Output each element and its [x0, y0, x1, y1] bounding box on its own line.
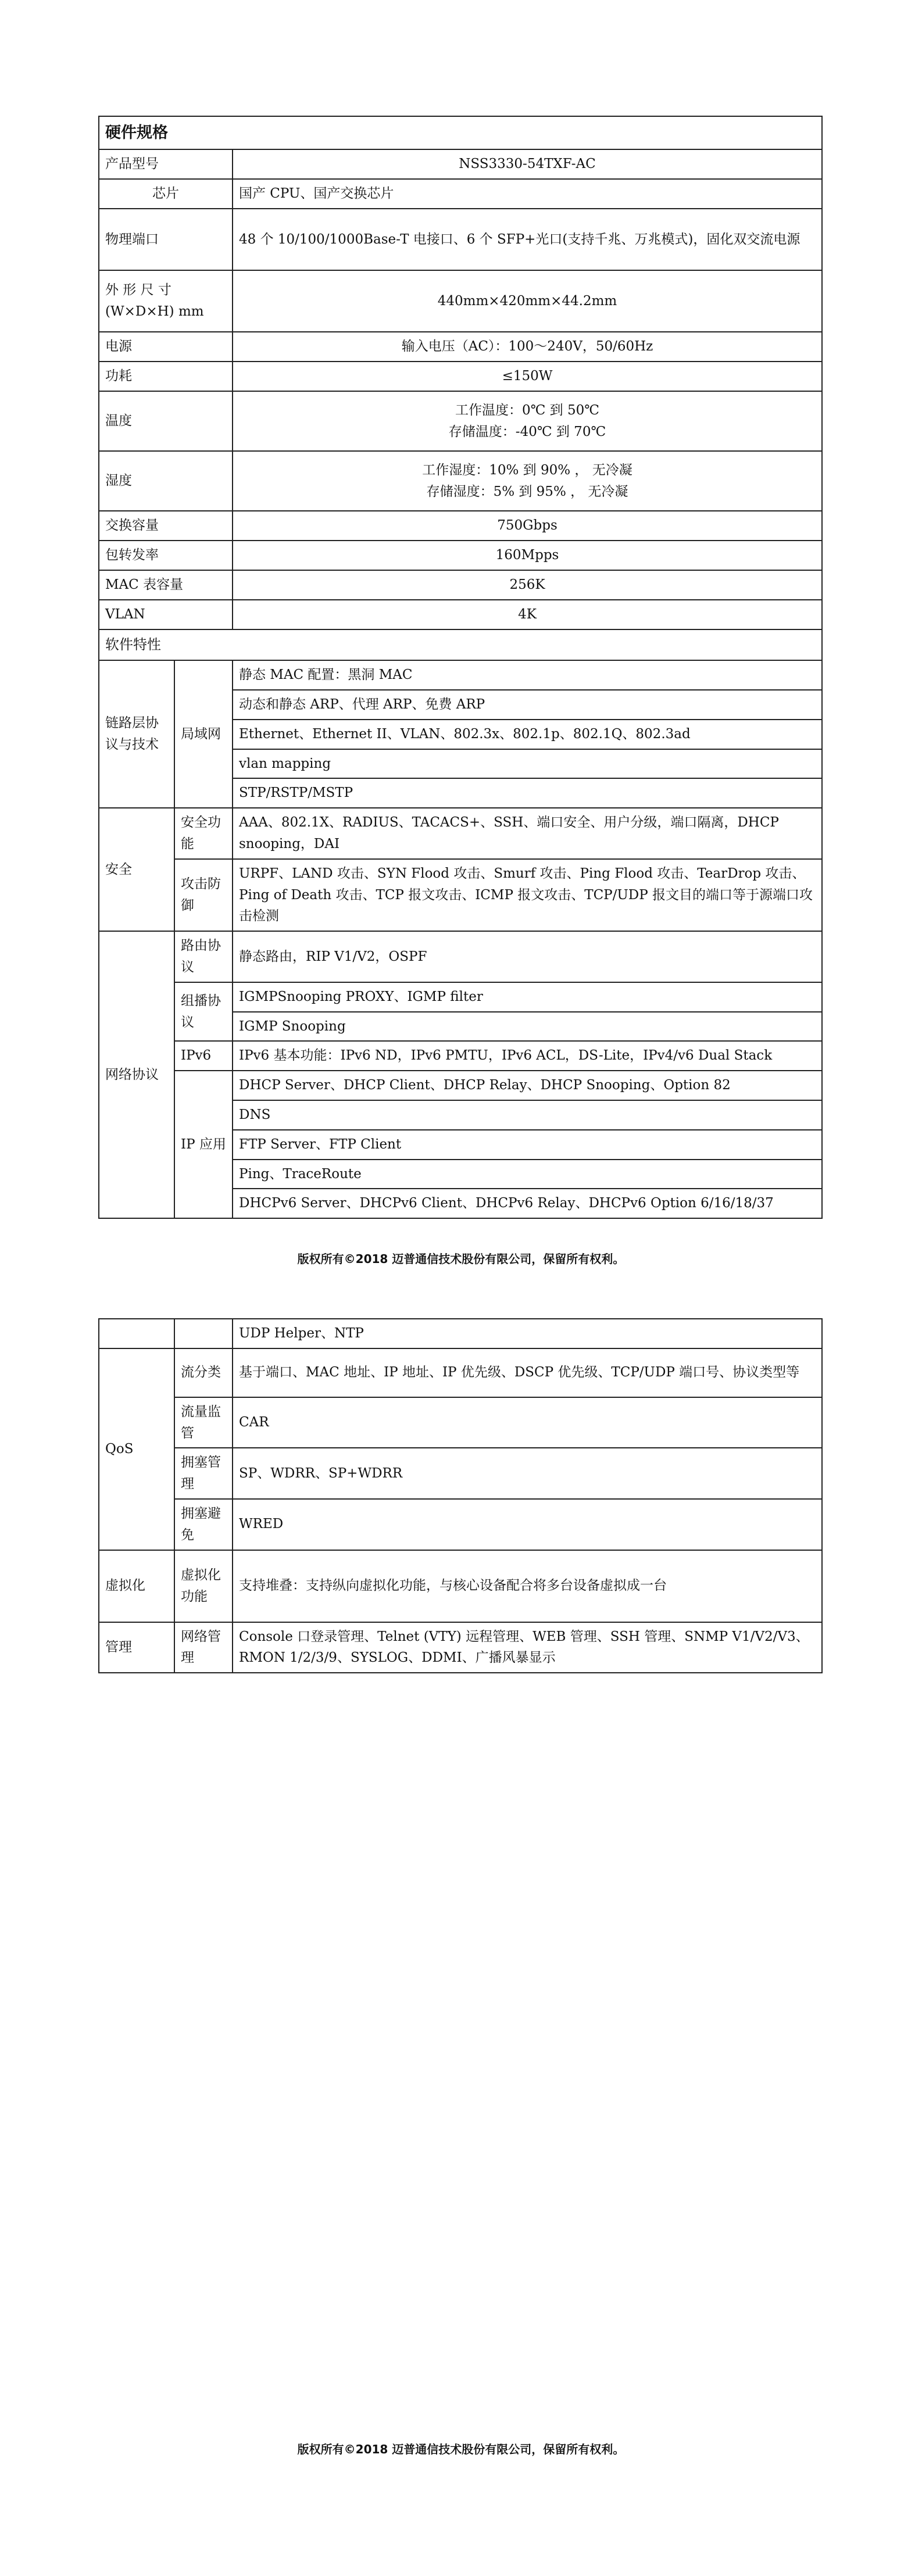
row-value: 输入电压（AC）：100～240V，50/60Hz	[233, 332, 822, 362]
row-value: DHCP Server、DHCP Client、DHCP Relay、DHCP Snooping、Option 82	[233, 1071, 822, 1100]
row-label: 电源	[99, 332, 233, 362]
table-row	[99, 451, 822, 511]
table-row	[99, 362, 822, 391]
hardware-title-row	[99, 116, 822, 149]
table-row	[99, 511, 822, 541]
subcategory-cell: 拥塞管理	[174, 1448, 233, 1499]
row-value: 440mm×420mm×44.2mm	[233, 270, 822, 332]
table-row	[99, 541, 822, 570]
table-row	[99, 1071, 822, 1100]
table-row	[99, 1397, 822, 1448]
table-row	[99, 1622, 822, 1673]
row-value: 48 个 10/100/1000Base-T 电接口、6 个 SFP+光口(支持千兆、万兆模式)，固化双交流电源	[233, 209, 822, 270]
subcategory-cell: 组播协议	[174, 982, 233, 1042]
row-label: 交换容量	[99, 511, 233, 541]
row-value: STP/RSTP/MSTP	[233, 778, 822, 808]
table-row	[99, 660, 822, 690]
row-label: MAC 表容量	[99, 570, 233, 600]
row-value: 支持堆叠：支持纵向虚拟化功能，与核心设备配合将多台设备虚拟成一台	[233, 1550, 822, 1622]
category-cell: 网络协议	[99, 931, 174, 1218]
value-line: 存储湿度：5% 到 95% ， 无冷凝	[426, 484, 628, 499]
row-value: IGMP Snooping	[233, 1012, 822, 1042]
row-label: 功耗	[99, 362, 233, 391]
row-value: AAA、802.1X、RADIUS、TACACS+、SSH、端口安全、用户分级，端口隔离，DHCP snooping，DAI	[233, 808, 822, 859]
row-value: URPF、LAND 攻击、SYN Flood 攻击、Smurf 攻击、Ping Flood 攻击、TearDrop 攻击、Ping of Death 攻击、TCP 报文攻击、ICMP 报文攻击、TCP/UDP 报文目的端口等于源端口攻击检测	[233, 859, 822, 931]
table-row	[99, 1041, 822, 1071]
subcategory-cell: 流分类	[174, 1348, 233, 1397]
table-row	[99, 332, 822, 362]
row-value: NSS3330-54TXF-AC	[233, 149, 822, 179]
row-label: 外 形 尺 寸 (W×D×H) mm	[99, 270, 233, 332]
row-value: Ping、TraceRoute	[233, 1160, 822, 1189]
table-row	[99, 570, 822, 600]
table-row	[99, 859, 822, 931]
subcategory-cell: 拥塞避免	[174, 1499, 233, 1550]
row-value: 静态路由，RIP V1/V2，OSPF	[233, 931, 822, 982]
table-row	[99, 391, 822, 451]
subcategory-cell: IP 应用	[174, 1071, 233, 1218]
subcategory-cell: 安全功能	[174, 808, 233, 859]
table-row	[99, 179, 822, 209]
row-label: VLAN	[99, 600, 233, 629]
subcategory-cell: 路由协议	[174, 931, 233, 982]
row-label: 芯片	[99, 179, 233, 209]
row-value: 静态 MAC 配置：黑洞 MAC	[233, 660, 822, 690]
row-value: IGMPSnooping PROXY、IGMP filter	[233, 982, 822, 1012]
table-row	[99, 982, 822, 1012]
spec-table-page1	[98, 116, 823, 1219]
subcategory-cell: 流量监管	[174, 1397, 233, 1448]
row-value: 750Gbps	[233, 511, 822, 541]
row-value	[233, 451, 822, 511]
table-row	[99, 1348, 822, 1397]
software-title: 软件特性	[99, 629, 822, 660]
page-footer: 版权所有©2018 迈普通信技术股份有限公司，保留所有权利。	[297, 2442, 625, 2456]
category-cell: QoS	[99, 1348, 174, 1550]
subcategory-cell: 攻击防御	[174, 859, 233, 931]
row-value: 256K	[233, 570, 822, 600]
row-value	[233, 391, 822, 451]
row-value: WRED	[233, 1499, 822, 1550]
subcategory-cell	[174, 1319, 233, 1348]
row-value: CAR	[233, 1397, 822, 1448]
row-value: 基于端口、MAC 地址、IP 地址、IP 优先级、DSCP 优先级、TCP/UDP 端口号、协议类型等	[233, 1348, 822, 1397]
row-label: 产品型号	[99, 149, 233, 179]
table-row	[99, 1499, 822, 1550]
subcategory-cell: 局域网	[174, 660, 233, 808]
row-value: SP、WDRR、SP+WDRR	[233, 1448, 822, 1499]
subcategory-cell: 网络管理	[174, 1622, 233, 1673]
row-value: DNS	[233, 1100, 822, 1130]
table-row	[99, 149, 822, 179]
row-value: 160Mpps	[233, 541, 822, 570]
row-value: FTP Server、FTP Client	[233, 1130, 822, 1160]
subcategory-cell: IPv6	[174, 1041, 233, 1071]
row-label: 包转发率	[99, 541, 233, 570]
table-row	[99, 931, 822, 982]
hardware-title: 硬件规格	[99, 116, 822, 149]
value-line: 存储温度：-40℃ 到 70℃	[448, 424, 606, 439]
value-line: 工作湿度：10% 到 90% ， 无冷凝	[422, 462, 632, 478]
row-value: DHCPv6 Server、DHCPv6 Client、DHCPv6 Relay、DHCPv6 Option 6/16/18/37	[233, 1189, 822, 1218]
row-value: Console 口登录管理、Telnet (VTY) 远程管理、WEB 管理、SSH 管理、SNMP V1/V2/V3、RMON 1/2/3/9、SYSLOG、DDMI、广播风暴显示	[233, 1622, 822, 1673]
row-value: IPv6 基本功能：IPv6 ND，IPv6 PMTU，IPv6 ACL，DS-Lite，IPv4/v6 Dual Stack	[233, 1041, 822, 1071]
table-row	[99, 1319, 822, 1348]
category-cell: 链路层协议与技术	[99, 660, 174, 808]
value-line: 工作温度：0℃ 到 50℃	[455, 402, 599, 418]
table-row	[99, 270, 822, 332]
row-label: 温度	[99, 391, 233, 451]
category-cell: 管理	[99, 1622, 174, 1673]
spec-table-page2	[98, 1318, 823, 1673]
table-row	[99, 808, 822, 859]
table-row	[99, 600, 822, 629]
row-value: Ethernet、Ethernet II、VLAN、802.3x、802.1p、802.1Q、802.3ad	[233, 720, 822, 749]
software-title-row	[99, 629, 822, 660]
row-label: 物理端口	[99, 209, 233, 270]
page-footer: 版权所有©2018 迈普通信技术股份有限公司，保留所有权利。	[297, 1252, 625, 1266]
table-row	[99, 209, 822, 270]
category-cell: 虚拟化	[99, 1550, 174, 1622]
row-value: ≤150W	[233, 362, 822, 391]
table-row	[99, 1448, 822, 1499]
row-label: 湿度	[99, 451, 233, 511]
table-row	[99, 1550, 822, 1622]
subcategory-cell: 虚拟化功能	[174, 1550, 233, 1622]
row-value: 动态和静态 ARP、代理 ARP、免费 ARP	[233, 690, 822, 720]
row-value: UDP Helper、NTP	[233, 1319, 822, 1348]
row-value: vlan mapping	[233, 749, 822, 779]
row-value: 国产 CPU、国产交换芯片	[233, 179, 822, 209]
category-cell	[99, 1319, 174, 1348]
category-cell: 安全	[99, 808, 174, 931]
row-value: 4K	[233, 600, 822, 629]
